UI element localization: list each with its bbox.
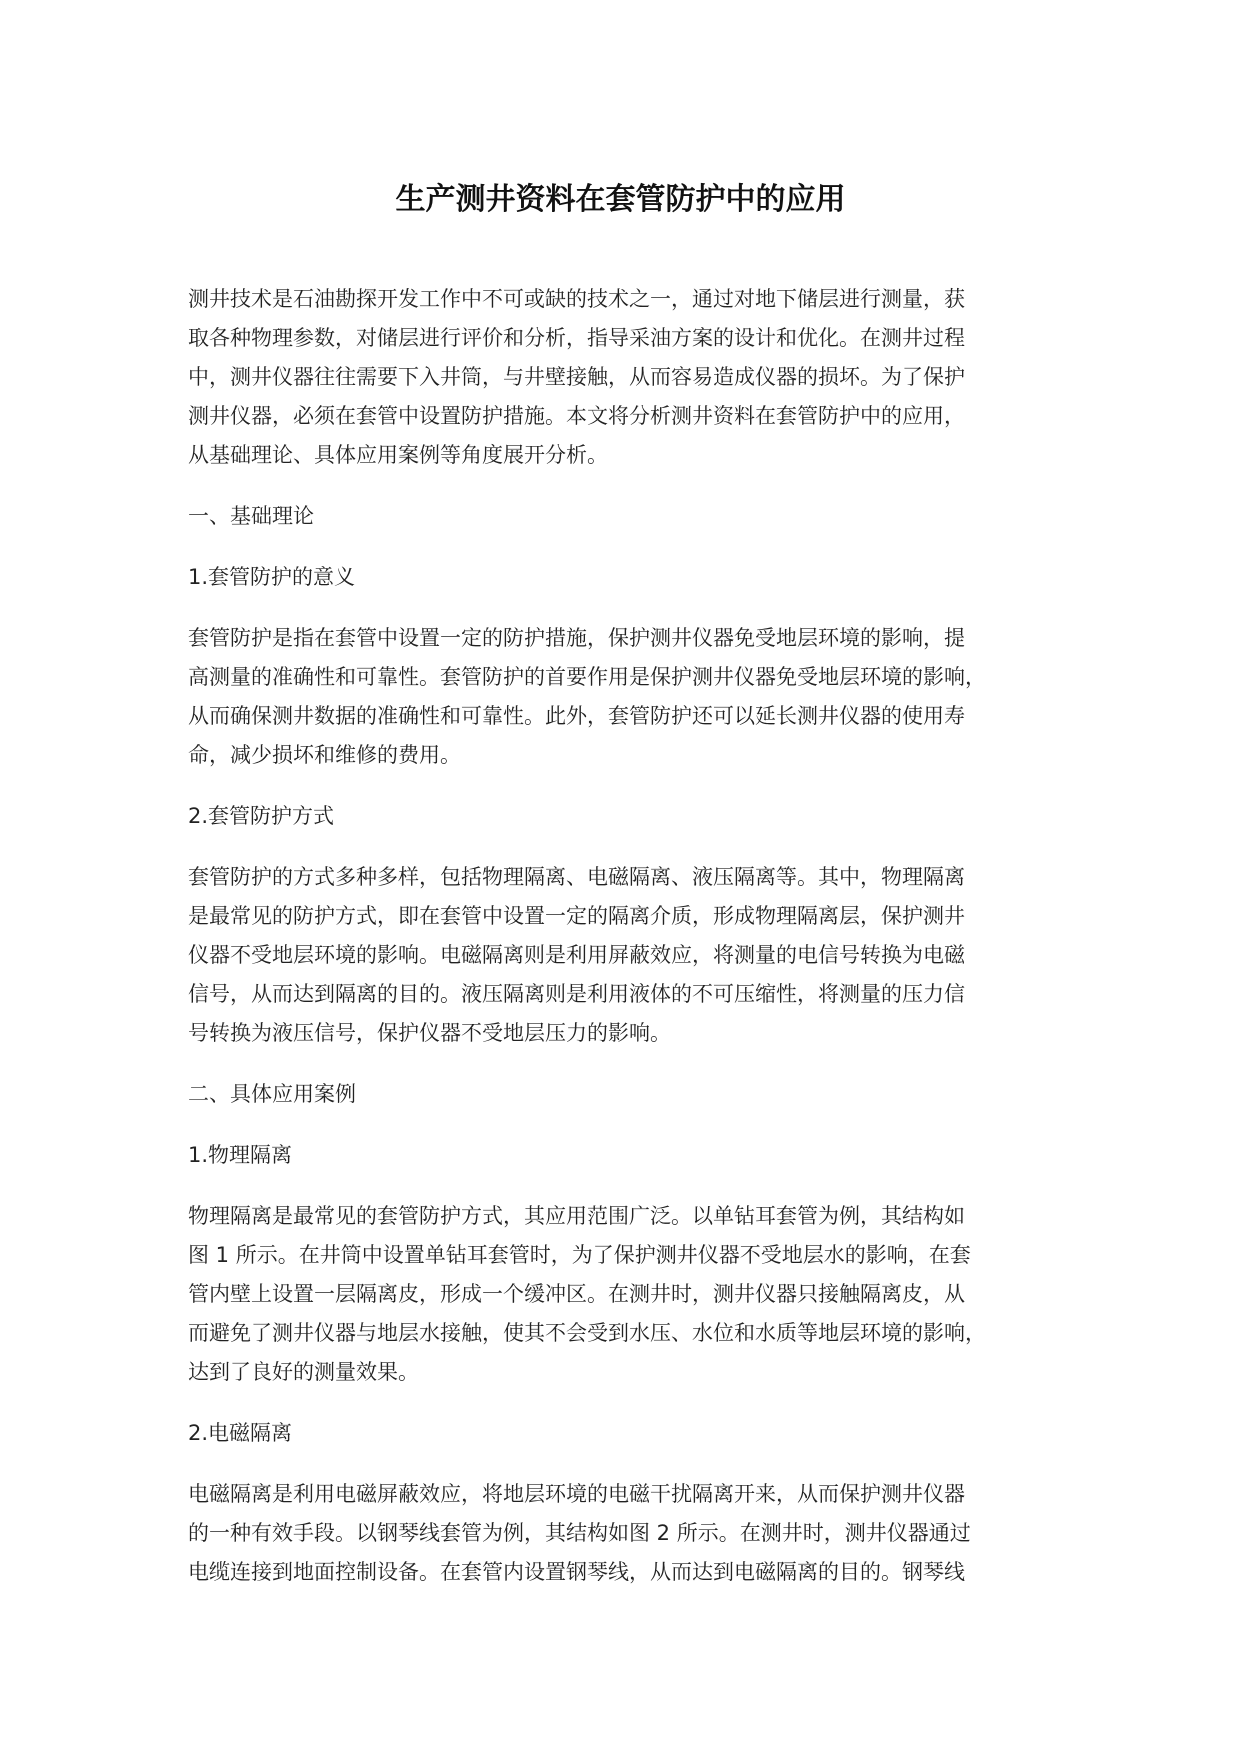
paragraph-line: 仪器不受地层环境的影响。电磁隔离则是利用屏蔽效应，将测量的电信号转换为电磁 [188,943,965,967]
section-heading: 1.物理隔离 [188,1143,293,1167]
paragraph-line: 图 1 所示。在井筒中设置单钻耳套管时，为了保护测井仪器不受地层水的影响，在套 [188,1243,971,1267]
document-title: 生产测井资料在套管防护中的应用 [395,182,846,217]
paragraph-line: 信号，从而达到隔离的目的。液压隔离则是利用液体的不可压缩性，将测量的压力信 [188,982,965,1006]
paragraph [188,280,1088,475]
section-heading: 2.电磁隔离 [188,1421,293,1445]
paragraph-line: 物理隔离是最常见的套管防护方式，其应用范围广泛。以单钻耳套管为例，其结构如 [188,1204,965,1228]
paragraph-line: 中，测井仪器往往需要下入井筒，与井壁接触，从而容易造成仪器的损坏。为了保护 [188,365,965,389]
paragraph-line: 命，减少损坏和维修的费用。 [188,743,461,767]
paragraph-line: 电缆连接到地面控制设备。在套管内设置钢琴线，从而达到电磁隔离的目的。钢琴线 [188,1560,965,1584]
paragraph-line: 电磁隔离是利用电磁屏蔽效应，将地层环境的电磁干扰隔离开来，从而保护测井仪器 [188,1482,965,1506]
section-heading: 二、具体应用案例 [188,1082,356,1106]
paragraph [188,619,1088,775]
section-heading: 2.套管防护方式 [188,804,335,828]
paragraph-line: 而避免了测井仪器与地层水接触，使其不会受到水压、水位和水质等地层环境的影响， [188,1321,986,1345]
paragraph-line: 从而确保测井数据的准确性和可靠性。此外，套管防护还可以延长测井仪器的使用寿 [188,704,965,728]
paragraph-line: 高测量的准确性和可靠性。套管防护的首要作用是保护测井仪器免受地层环境的影响， [188,665,986,689]
paragraph [188,1475,1088,1592]
section-heading: 1.套管防护的意义 [188,565,356,589]
paragraph-line: 管内壁上设置一层隔离皮，形成一个缓冲区。在测井时，测井仪器只接触隔离皮，从 [188,1282,965,1306]
paragraph-line: 从基础理论、具体应用案例等角度展开分析。 [188,443,608,467]
section-heading: 一、基础理论 [188,504,314,528]
paragraph-line: 套管防护的方式多种多样，包括物理隔离、电磁隔离、液压隔离等。其中，物理隔离 [188,865,965,889]
paragraph-line: 达到了良好的测量效果。 [188,1360,419,1384]
document-body [188,280,1088,1614]
paragraph-line: 取各种物理参数，对储层进行评价和分析，指导采油方案的设计和优化。在测井过程 [188,326,965,350]
paragraph-line: 测井技术是石油勘探开发工作中不可或缺的技术之一，通过对地下储层进行测量，获 [188,287,965,311]
paragraph-line: 号转换为液压信号，保护仪器不受地层压力的影响。 [188,1021,671,1045]
paragraph-line: 套管防护是指在套管中设置一定的防护措施，保护测井仪器免受地层环境的影响，提 [188,626,965,650]
paragraph [188,1197,1088,1392]
paragraph-line: 的一种有效手段。以钢琴线套管为例，其结构如图 2 所示。在测井时，测井仪器通过 [188,1521,971,1545]
paragraph [188,858,1088,1053]
paragraph-line: 是最常见的防护方式，即在套管中设置一定的隔离介质，形成物理隔离层，保护测井 [188,904,965,928]
paragraph-line: 测井仪器，必须在套管中设置防护措施。本文将分析测井资料在套管防护中的应用， [188,404,965,428]
